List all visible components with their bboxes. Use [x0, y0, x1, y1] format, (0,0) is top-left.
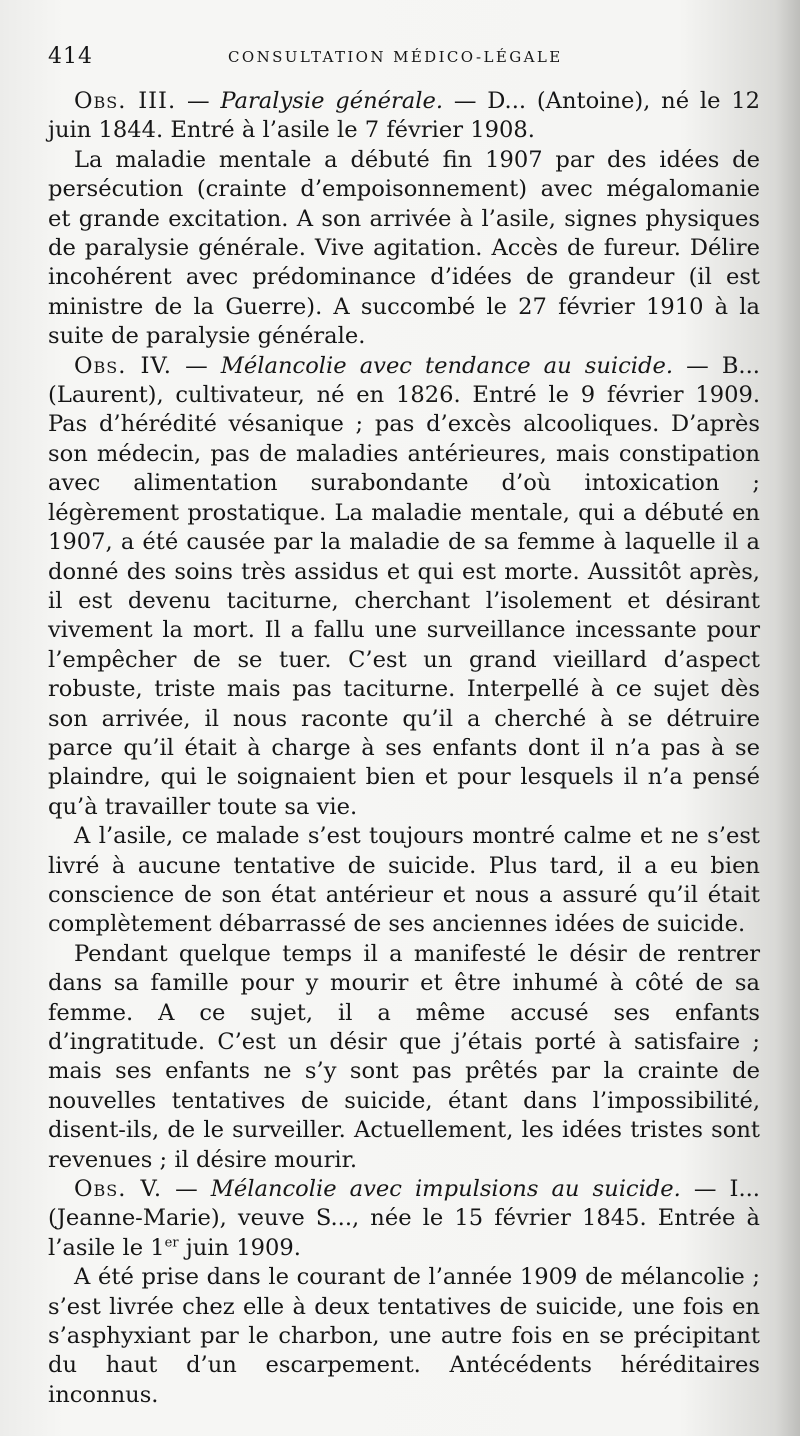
observation-4-paragraph-3: Pendant quelque temps il a manifesté le désir de rentrer dans sa famille pour y mourir et être inhumé à côté de sa femme. A ce sujet, il a même accusé ses enfants d’ingratitude. C’est un désir que j’étais porté à satisfaire ; mais ses enfants ne s’y sont pas prêtés par la crainte de nouvelles tentatives de suicide, étant dans l’impossibilité, disent-ils, de le surveiller. Actuellement, les idées tristes sont revenues ; il désire mourir.: [48, 940, 760, 1173]
observation-3-label: Obs. III.: [74, 88, 177, 114]
page-header: [48, 44, 760, 70]
observation-5-label: Obs. V.: [74, 1176, 163, 1203]
observation-3-title: Paralysie générale.: [220, 88, 444, 114]
observation-3-intro: — D... (Antoine), né le 12 juin 1844. Entré à l’asile le 7 février 1908.: [48, 88, 760, 144]
observation-4-label: Obs. IV.: [74, 352, 172, 379]
observation-4-intro: — B... (Laurent), cultivateur, né en 1826. Entré le 9 février 1909. Pas d’hérédité vésanique ; pas d’excès alcooliques. D’après son médecin, pas de maladies antérieures, mais constipation avec alimentation surabondante d’où intoxication ; légèrement prostatique. La maladie mentale, qui a débuté en 1907, a été causée par la maladie de sa femme à laquelle il a donné des soins très assidus et qui est morte. Aussitôt après, il est devenu taciturne, cherchant l’isolement et désirant vivement la mort. Il a fallu une surveillance incessante pour l’empêcher de se tuer. C’est un grand vieillard d’aspect robuste, triste mais pas taciturne. Interpellé à ce sujet dès son arrivée, il nous raconte qu’il a cherché à se détruire parce qu’il était à charge à ses enfants dont il n’a pas à se plaindre, qui le soignaient bien et pour lesquels il n’a pensé qu’à travailler toute sa vie.: [48, 352, 760, 820]
observation-5-intro: — I... (Jeanne-Marie), veuve S..., née le 15 février 1845. Entrée à l’asile le 1: [48, 1176, 760, 1261]
observation-5-dash: —: [162, 1176, 211, 1203]
page-number: 414: [48, 44, 93, 69]
observation-5-heading: [48, 1175, 760, 1263]
page-body: [48, 87, 760, 1410]
observation-5-superscript: er: [164, 1235, 179, 1251]
observation-4-heading: [48, 352, 760, 823]
observation-4-paragraph-2: A l’asile, ce malade s’est toujours montré calme et ne s’est livré à aucune tentative de suicide. Plus tard, il a eu bien conscience de son état antérieur et nous a assuré qu’il était complètement débarrassé de ses anciennes idées de suicide.: [48, 823, 760, 938]
observation-5-intro-end: juin 1909.: [178, 1234, 301, 1261]
observation-5-title: Mélancolie avec impulsions au suicide.: [210, 1176, 681, 1203]
observation-4-dash: —: [172, 352, 221, 379]
running-title: CONSULTATION MÉDICO-LÉGALE: [228, 48, 563, 66]
observation-3-paragraph: La maladie mentale a débuté fin 1907 par des idées de persécution (crainte d’empoisonnement) avec mégalomanie et grande excitation. A son arrivée à l’asile, signes physiques de paralysie générale. Vive agitation. Accès de fureur. Délire incohérent avec prédominance d’idées de grandeur (il est ministre de la Guerre). A succombé le 27 février 1910 à la suite de paralysie générale.: [48, 146, 760, 350]
observation-3-dash: —: [176, 88, 221, 114]
observation-3-heading: [48, 87, 760, 146]
observation-4-title: Mélancolie avec tendance au suicide.: [220, 352, 674, 379]
observation-5-paragraph: A été prise dans le courant de l’année 1909 de mélancolie ; s’est livrée chez elle à deux tentatives de suicide, une fois en s’asphyxiant par le charbon, une autre fois en se précipitant du haut d’un escarpement. Antécédents héréditaires inconnus.: [48, 1264, 760, 1408]
